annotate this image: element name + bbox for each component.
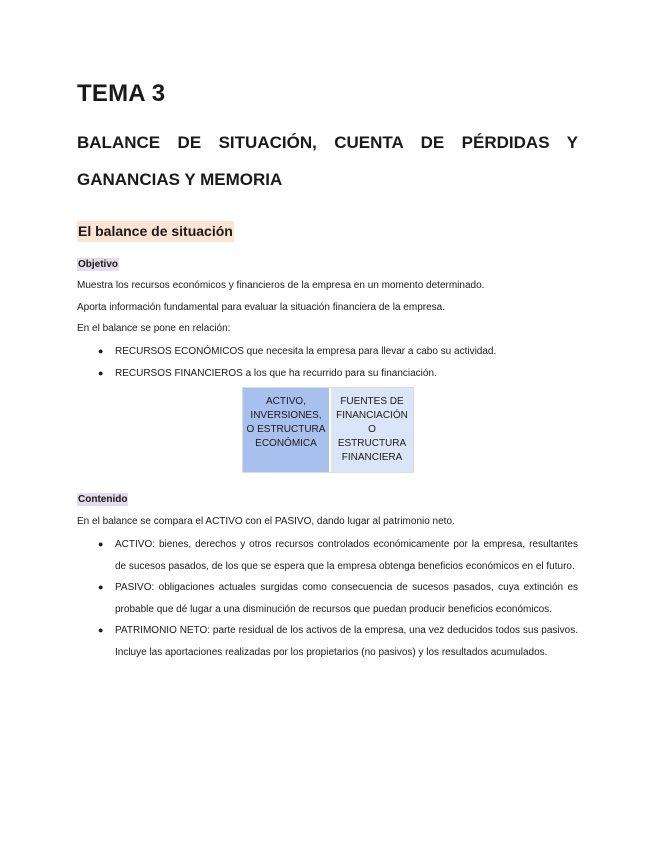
list-item (77, 620, 578, 663)
contenido-intro: En el balance se compara el ACTIVO con el PASIVO, dando lugar al patrimonio neto. (77, 516, 455, 527)
list-item (77, 577, 578, 620)
bullet-text: ACTIVO: bienes, derechos y otros recursos controlados económicamente por la empresa, resultantes de sucesos pasados, de los que se espera que la empresa obtenga beneficios económicos en el futuro. (115, 539, 578, 572)
contenido-bullet-list (77, 534, 578, 663)
contenido-label: Contenido (78, 494, 128, 505)
bullet-icon: ● (98, 625, 104, 635)
bullet-text: RECURSOS ECONÓMICOS que necesita la empresa para llevar a cabo su actividad. (115, 346, 497, 357)
objetivo-label: Objetivo (78, 259, 119, 270)
bullet-text: PATRIMONIO NETO: parte residual de los activos de la empresa, una vez deducidos todos sus pasivos. Incluye las aportaciones realizadas por los propietarios (no pasivos) y los resultados acumulados. (115, 625, 578, 658)
bullet-icon: ● (98, 582, 104, 592)
objetivo-paragraph-3: En el balance se pone en relación: (77, 323, 231, 334)
objetivo-bullet-list (77, 341, 578, 384)
bullet-icon: ● (98, 539, 104, 549)
section-heading: El balance de situación (77, 221, 234, 242)
list-item (77, 341, 578, 363)
objetivo-paragraph-1: Muestra los recursos económicos y financieros de la empresa en un momento determinado. (77, 280, 485, 291)
page-title: TEMA 3 (77, 80, 166, 107)
table-cell-activo: ACTIVO, INVERSIONES, O ESTRUCTURA ECONÓMICA (243, 388, 331, 472)
page-subtitle: BALANCE DE SITUACIÓN, CUENTA DE PÉRDIDAS Y GANANCIAS Y MEMORIA (77, 133, 578, 189)
bullet-icon: ● (98, 367, 104, 378)
table-cell-fuentes: FUENTES DE FINANCIACIÓN O ESTRUCTURA FINANCIERA (331, 388, 413, 472)
bullet-text: PASIVO: obligaciones actuales surgidas como consecuencia de sucesos pasados, cuya extinción es probable que dé lugar a una disminución de recursos que puedan producir beneficios económicos. (115, 582, 578, 615)
list-item (77, 363, 578, 385)
bullet-icon: ● (98, 346, 104, 356)
bullet-text: RECURSOS FINANCIEROS a los que ha recurrido para su financiación. (115, 367, 437, 379)
objetivo-paragraph-2: Aporta información fundamental para evaluar la situación financiera de la empresa. (77, 302, 445, 313)
balance-table (242, 387, 414, 473)
list-item (77, 534, 578, 577)
